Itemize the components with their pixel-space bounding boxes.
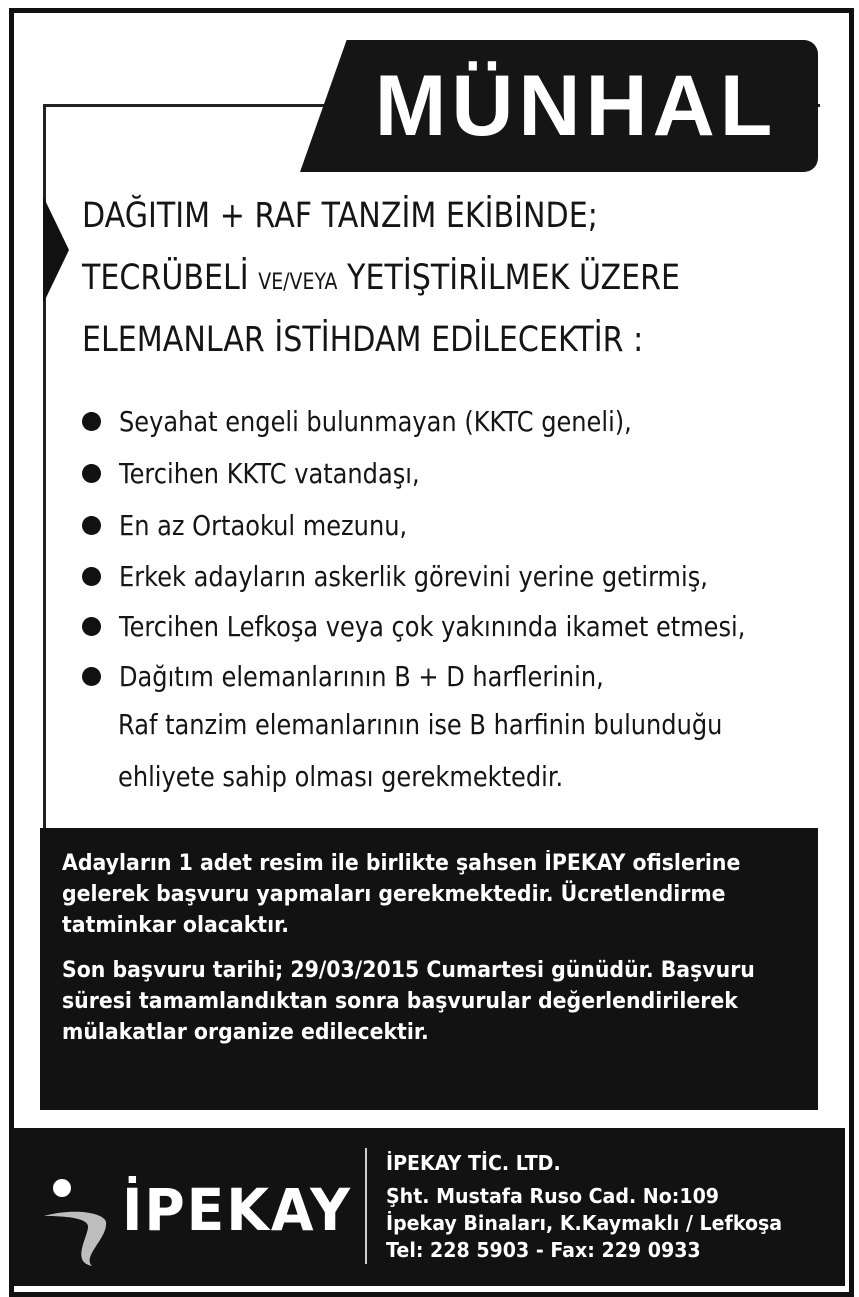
requirement-text: Erkek adayların askerlik görevini yerine getirmiş, [119, 559, 708, 593]
side-arrow-marker [43, 196, 69, 304]
heading-line-2-small: VE/VEYA [258, 270, 338, 295]
company-name: İPEKAY TİC. LTD. [386, 1151, 561, 1175]
company-footer [14, 1128, 845, 1286]
bullet-icon [82, 667, 101, 686]
list-item [82, 448, 469, 498]
bullet-icon [82, 464, 101, 483]
logo-wordmark: İPEKAY [122, 1176, 352, 1244]
heading-line-1: DAĞITIM + RAF TANZİM EKİBİNDE; [82, 196, 598, 236]
page-title: MÜNHAL [374, 57, 778, 154]
list-item [82, 651, 683, 701]
list-item [82, 551, 804, 601]
company-info [386, 1150, 782, 1264]
footer-divider [365, 1148, 367, 1264]
list-item [82, 601, 847, 651]
bullet-icon [82, 617, 101, 636]
notice-paragraph-2: Son başvuru tarihi; 29/03/2015 Cumartesi günüdür. Başvuru süresi tamamlandıktan sonra başvurular değerlendirilerek mülakatlar organize edilecektir. [62, 958, 755, 1045]
bullet-icon [82, 516, 101, 535]
heading-line-3: ELEMANLAR İSTİHDAM EDİLECEKTİR : [82, 320, 644, 360]
notice-paragraph-1: Adayların 1 adet resim ile birlikte şahsen İPEKAY ofislerine gelerek başvuru yapmaları gerekmektedir. Ücretlendirme tatminkar olacaktır. [62, 851, 741, 938]
requirement-continuation-1: Raf tanzim elemanlarının ise B harfinin bulunduğu [118, 708, 723, 741]
requirement-text: Tercihen Lefkoşa veya çok yakınında ikamet etmesi, [119, 609, 746, 643]
heading-line-2-part-1: TECRÜBELİ [82, 258, 249, 298]
bullet-icon [82, 567, 101, 586]
list-item [82, 396, 715, 446]
requirement-text: En az Ortaokul mezunu, [119, 508, 408, 542]
requirement-text: Tercihen KKTC vatandaşı, [119, 456, 420, 490]
heading-line-2-part-2: YETİŞTİRİLMEK ÜZERE [347, 258, 681, 298]
heading-line-2 [82, 258, 736, 298]
address-line-2: İpekay Binaları, K.Kaymaklı / Lefkoşa [386, 1211, 783, 1235]
company-logo [42, 1148, 360, 1268]
list-item [82, 500, 454, 550]
bullet-icon [82, 412, 101, 431]
address-line-1: Şht. Mustafa Ruso Cad. No:109 [386, 1184, 720, 1208]
contact-numbers: Tel: 228 5903 - Fax: 229 0933 [386, 1238, 701, 1262]
requirement-text: Dağıtım elemanlarının B + D harflerinin, [119, 659, 604, 693]
requirement-continuation-2: ehliyete sahip olması gerekmektedir. [118, 760, 564, 793]
requirement-text: Seyahat engeli bulunmayan (KKTC geneli), [119, 404, 632, 438]
application-notice [40, 828, 818, 1110]
